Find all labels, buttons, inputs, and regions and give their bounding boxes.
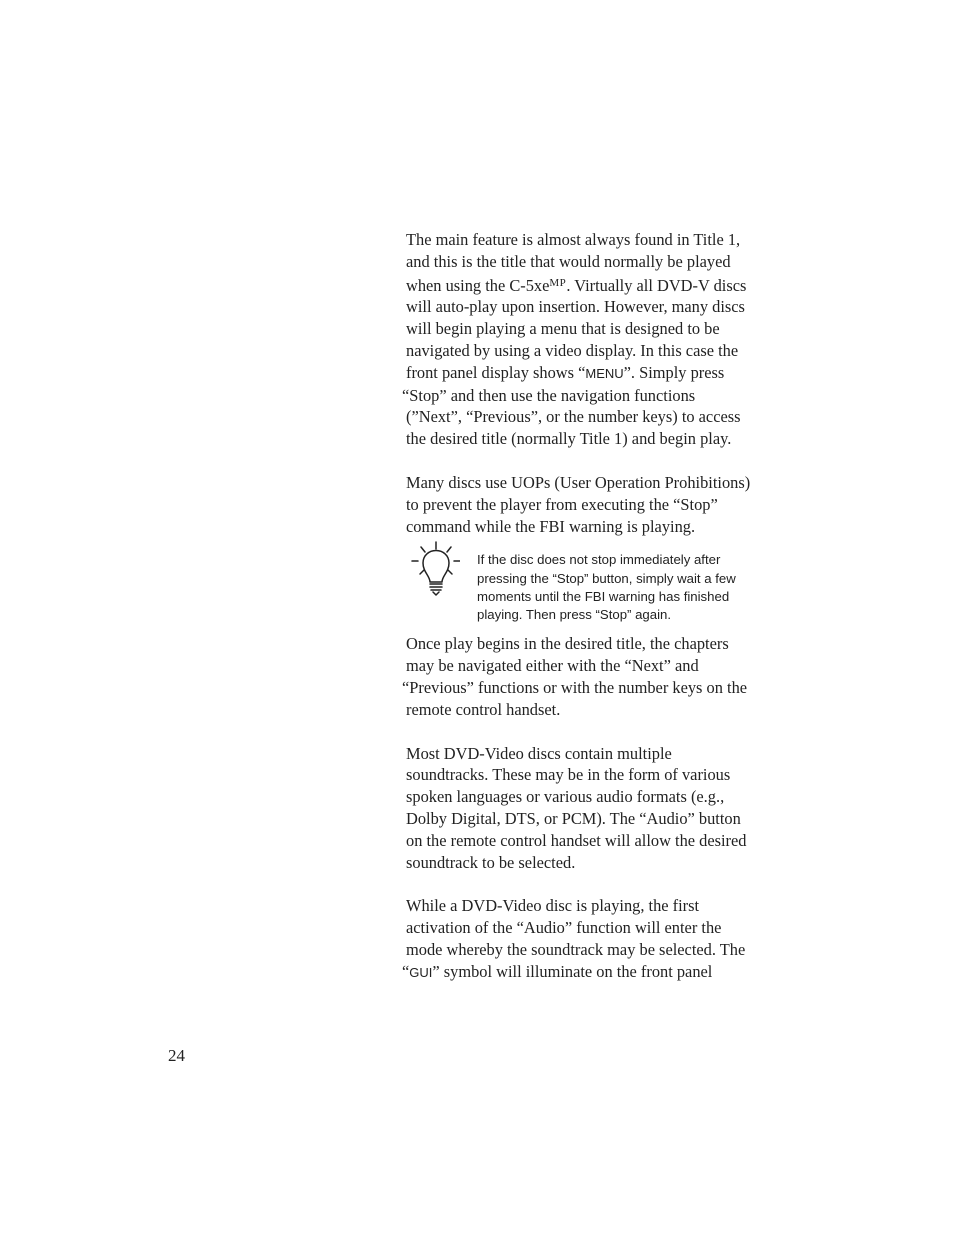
tip-note <box>406 541 788 633</box>
tip-line: playing. Then press “Stop” again. <box>477 606 672 622</box>
paragraph-gap <box>406 873 788 895</box>
text-fragment: front panel display shows “ <box>406 362 586 382</box>
text-line <box>406 362 788 385</box>
text-line: (”Next”, “Previous”, or the number keys) to access <box>406 407 741 427</box>
paragraph-main-feature <box>402 229 788 450</box>
text-line: spoken languages or various audio formats (e.g., <box>406 787 725 807</box>
page-number: 24 <box>168 1046 185 1065</box>
text-line: to prevent the player from executing the “Stop” <box>406 494 718 514</box>
paragraph-soundtracks <box>406 743 788 874</box>
text-fragment: ”. Simply press <box>623 362 725 382</box>
model-superscript: MP <box>549 276 567 289</box>
paragraph-gap <box>406 721 788 743</box>
text-line: and this is the title that would normally be played <box>406 251 731 271</box>
text-line <box>406 273 788 297</box>
text-fragment: . Virtually all DVD-V discs <box>566 275 747 295</box>
text-line: will auto-play upon insertion. However, many discs <box>406 297 745 317</box>
text-fragment: “ <box>402 961 410 981</box>
text-line: Dolby Digital, DTS, or PCM). The “Audio” button <box>406 808 741 828</box>
lightbulb-icon <box>408 540 460 596</box>
paragraph-gap <box>406 450 788 472</box>
text-line: soundtracks. These may be in the form of various <box>406 765 731 785</box>
text-line: will begin playing a menu that is designed to be <box>406 319 720 339</box>
display-text-menu: MENU <box>585 365 624 381</box>
text-line: Most DVD-Video discs contain multiple <box>406 743 672 763</box>
tip-line: moments until the FBI warning has finished <box>477 588 730 604</box>
paragraph-chapters <box>402 633 788 720</box>
text-line: “Stop” and then use the navigation functions <box>402 385 696 405</box>
text-line: Once play begins in the desired title, the chapters <box>406 634 729 654</box>
text-line: remote control handset. <box>406 699 561 719</box>
tip-line: If the disc does not stop immediately after <box>477 552 721 568</box>
text-line: command while the FBI warning is playing. <box>406 516 696 536</box>
paragraph-uops <box>406 472 788 537</box>
text-line: The main feature is almost always found in Title 1, <box>406 230 741 249</box>
text-line: Many discs use UOPs (User Operation Prohibitions) <box>406 472 751 492</box>
display-text-gui: GUI <box>409 964 433 980</box>
text-line: While a DVD-Video disc is playing, the first <box>406 896 700 916</box>
text-line: the desired title (normally Title 1) and begin play. <box>406 429 732 449</box>
text-column <box>402 229 788 984</box>
text-line: soundtrack to be selected. <box>406 852 576 872</box>
paragraph-audio-function <box>402 895 788 983</box>
text-line: navigated by using a video display. In this case the <box>406 340 739 360</box>
text-line <box>402 961 788 984</box>
text-line: on the remote control handset will allow the desired <box>406 830 747 850</box>
tip-line: pressing the “Stop” button, simply wait a few <box>477 570 736 586</box>
tip-text <box>477 551 787 624</box>
text-line: may be navigated either with the “Next” and <box>406 656 699 676</box>
text-line: mode whereby the soundtrack may be selected. The <box>406 939 746 959</box>
text-line: “Previous” functions or with the number keys on the <box>402 677 748 697</box>
text-fragment: when using the C-5xe <box>406 275 550 295</box>
text-fragment: ” symbol will illuminate on the front panel <box>432 961 713 981</box>
text-line: activation of the “Audio” function will enter the <box>406 918 722 938</box>
